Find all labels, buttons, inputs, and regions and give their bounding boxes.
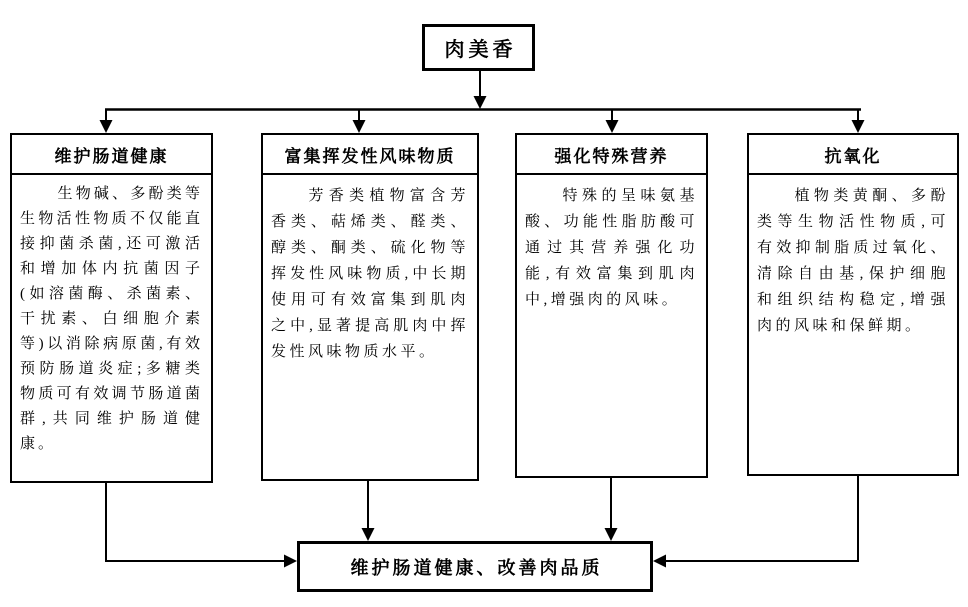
branch-body-antioxidant: 植物类黄酮、多酚类等生物活性物质,可有效抑制脂质过氧化、清除自由基,保护细胞和组织结构稳定,增强肉的风味和保鲜期。 bbox=[757, 188, 949, 334]
branch-box-gut-health bbox=[10, 133, 213, 483]
connector-root-to-branch-line bbox=[474, 71, 487, 109]
outcome-node-box bbox=[297, 541, 653, 592]
drop-arrow-branch-1 bbox=[100, 109, 113, 133]
branch-box-antioxidant bbox=[747, 133, 959, 476]
branch-title-special-nutrition: 强化特殊营养 bbox=[517, 135, 706, 175]
root-node-box bbox=[422, 24, 535, 71]
branch-title-gut-health: 维护肠道健康 bbox=[12, 135, 211, 175]
drop-arrow-branch-2 bbox=[353, 109, 366, 133]
branch-body-special-nutrition: 特殊的呈味氨基酸、功能性脂肪酸可通过其营养强化功能,有效富集到肌肉中,增强肉的风味。 bbox=[525, 188, 698, 308]
outcome-node-label: 维护肠道健康、改善肉品质 bbox=[350, 557, 603, 578]
drop-arrow-branch-3 bbox=[606, 109, 619, 133]
branch-body-gut-health: 生物碱、多酚类等生物活性物质不仅能直接抑菌杀菌,还可激活和增加体内抗菌因子(如溶菌酶、杀菌素、干扰素、白细胞介素等)以消除病原菌,有效预防肠道炎症;多糖类物质可有效调节肠道菌群,共同维护肠道健康。 bbox=[20, 186, 203, 452]
branch-title-flavor-enrichment: 富集挥发性风味物质 bbox=[263, 135, 477, 175]
drop-arrow-branch-4 bbox=[852, 109, 865, 133]
connector-branch-2-to-outcome bbox=[362, 481, 375, 541]
branch-box-special-nutrition bbox=[515, 133, 708, 478]
connector-branch-4-to-outcome bbox=[653, 476, 858, 568]
connector-branch-3-to-outcome bbox=[605, 478, 618, 541]
root-node-label: 肉美香 bbox=[444, 39, 517, 61]
connector-branch-1-to-outcome bbox=[106, 483, 297, 568]
branch-body-flavor-enrichment: 芳香类植物富含芳香类、萜烯类、醛类、醇类、酮类、硫化物等挥发性风味物质,中长期使用可有效富集到肌肉之中,显著提高肌肉中挥发性风味物质水平。 bbox=[271, 188, 469, 360]
branch-box-flavor-enrichment bbox=[261, 133, 479, 481]
branch-title-antioxidant: 抗氧化 bbox=[749, 135, 957, 175]
